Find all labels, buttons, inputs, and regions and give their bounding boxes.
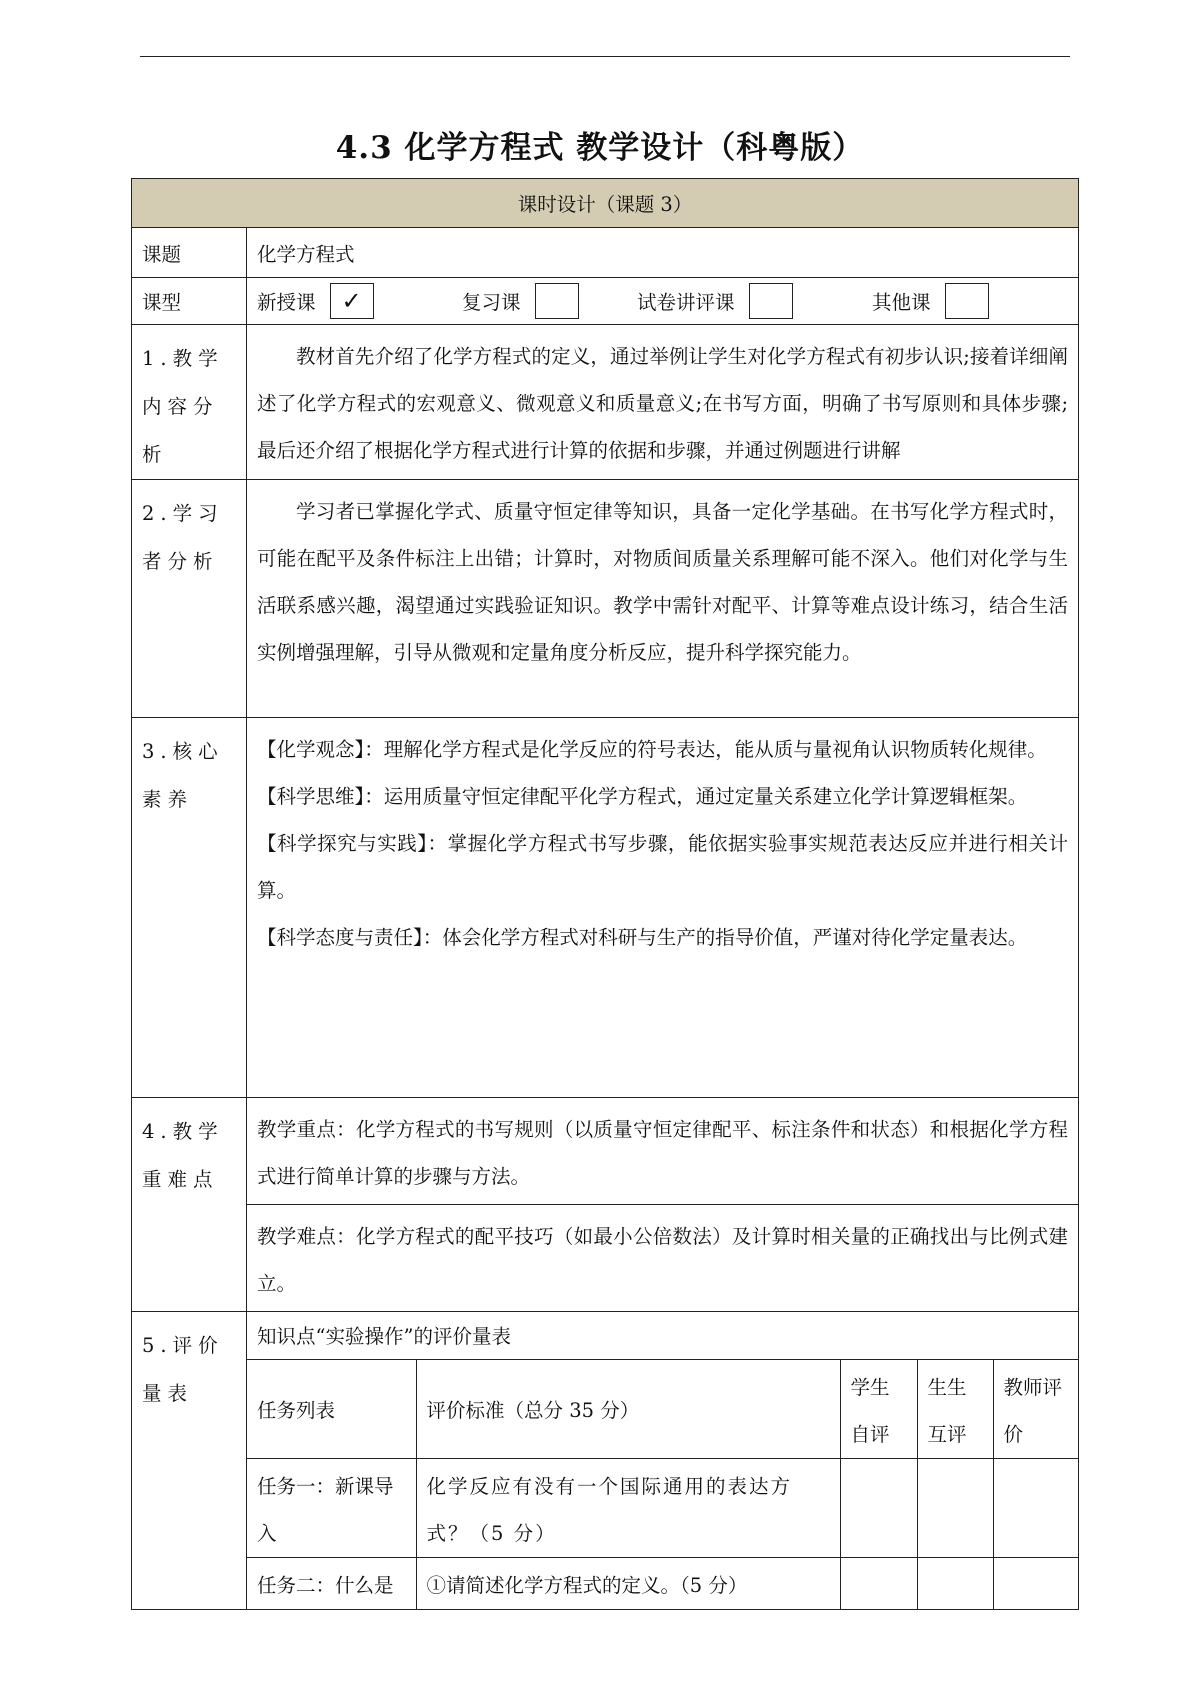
content-analysis-label: 1.教学内容分析 [132, 325, 247, 480]
column-task-list: 任务列表 [247, 1359, 416, 1458]
task-2: 任务二：什么是 [247, 1557, 416, 1609]
task-1-teacher-eval[interactable] [993, 1458, 1079, 1557]
lesson-type-new[interactable] [257, 283, 462, 319]
lesson-type-other-label: 其他课 [872, 291, 931, 314]
evaluation-table-title: 知识点“实验操作”的评价量表 [247, 1312, 1079, 1359]
literacy-attitude: 【科学态度与责任】：体会化学方程式对科研与生产的指导价值，严谨对待化学定量表达。 [257, 926, 1028, 949]
task-1-peer-eval[interactable] [917, 1458, 993, 1557]
document-title: 4.3 化学方程式 教学设计（科粤版） [335, 130, 865, 166]
checkbox-new-lesson[interactable]: ✓ [330, 283, 374, 319]
column-criteria: 评价标准（总分 35 分） [416, 1359, 840, 1458]
lesson-type-review-label: 复习课 [462, 291, 521, 314]
key-points-label: 4.教学重难点 [132, 1098, 247, 1312]
teaching-focus-cell [247, 1098, 1079, 1205]
topic-value: 化学方程式 [247, 228, 1079, 278]
task-1-self-eval[interactable] [840, 1458, 917, 1557]
column-teacher-eval: 教师评价 [993, 1359, 1079, 1458]
lesson-type-exam-review[interactable] [637, 283, 872, 319]
lesson-type-other[interactable] [872, 283, 989, 319]
header-rule [140, 56, 1070, 57]
learner-analysis-cell [247, 480, 1079, 718]
evaluation-label: 5.评价量表 [132, 1312, 247, 1610]
task-1-criteria: 化学反应有没有一个国际通用的表达方式？（5 分） [416, 1458, 840, 1557]
task-1: 任务一：新课导入 [247, 1458, 416, 1557]
checkbox-review-lesson[interactable] [535, 283, 579, 319]
topic-label: 课题 [132, 228, 247, 278]
lesson-type-exam-review-label: 试卷讲评课 [637, 291, 735, 314]
literacy-inquiry: 【科学探究与实践】：掌握化学方程式书写步骤，能依据实验事实规范表达反应并进行相关计算。 [257, 832, 1069, 902]
lesson-type-review[interactable] [462, 283, 637, 319]
evaluation-table [247, 1312, 1079, 1609]
core-literacy-cell [247, 718, 1079, 1098]
teaching-difficulty-cell [247, 1205, 1079, 1312]
task-2-peer-eval[interactable] [917, 1557, 993, 1609]
column-self-eval: 学生自评 [840, 1359, 917, 1458]
lesson-type-label: 课型 [132, 278, 247, 325]
lesson-type-options [247, 278, 1079, 325]
checkbox-exam-review[interactable] [749, 283, 793, 319]
lesson-design-table [131, 178, 1079, 1610]
checkbox-other-lesson[interactable] [945, 283, 989, 319]
evaluation-cell [247, 1312, 1079, 1610]
column-peer-eval: 生生互评 [917, 1359, 993, 1458]
core-literacy-label: 3.核心素养 [132, 718, 247, 1098]
literacy-concept: 【化学观念】：理解化学方程式是化学反应的符号表达，能从质与量视角认识物质转化规律。 [257, 738, 1047, 761]
content-analysis-cell [247, 325, 1079, 480]
learner-analysis-text: 学习者已掌握化学式、质量守恒定律等知识，具备一定化学基础。在书写化学方程式时，可能在配平及条件标注上出错；计算时，对物质间质量关系理解可能不深入。他们对化学与生活联系感兴趣，渴望通过实践验证知识。教学中需针对配平、计算等难点设计练习，结合生活实例增强理解，引导从微观和定量角度分析反应，提升科学探究能力。 [257, 500, 1069, 664]
content-analysis-text: 教材首先介绍了化学方程式的定义，通过举例让学生对化学方程式有初步认识;接着详细阐述了化学方程式的宏观意义、微观意义和质量意义;在书写方面，明确了书写原则和具体步骤;最后还介绍了根据化学方程式进行计算的依据和步骤，并通过例题进行讲解 [257, 345, 1069, 462]
teaching-difficulty-text: 教学难点：化学方程式的配平技巧（如最小公倍数法）及计算时相关量的正确找出与比例式建立。 [257, 1225, 1069, 1295]
lesson-type-new-label: 新授课 [257, 291, 316, 314]
literacy-thinking: 【科学思维】：运用质量守恒定律配平化学方程式，通过定量关系建立化学计算逻辑框架。 [257, 785, 1028, 808]
task-2-teacher-eval[interactable] [993, 1557, 1079, 1609]
learner-analysis-label: 2.学习者分析 [132, 480, 247, 718]
task-2-self-eval[interactable] [840, 1557, 917, 1609]
task-2-criteria: ①请简述化学方程式的定义。（5 分） [416, 1557, 840, 1609]
table-header: 课时设计（课题 3） [132, 179, 1079, 228]
teaching-focus-text: 教学重点：化学方程式的书写规则（以质量守恒定律配平、标注条件和状态）和根据化学方程式进行简单计算的步骤与方法。 [257, 1118, 1069, 1188]
